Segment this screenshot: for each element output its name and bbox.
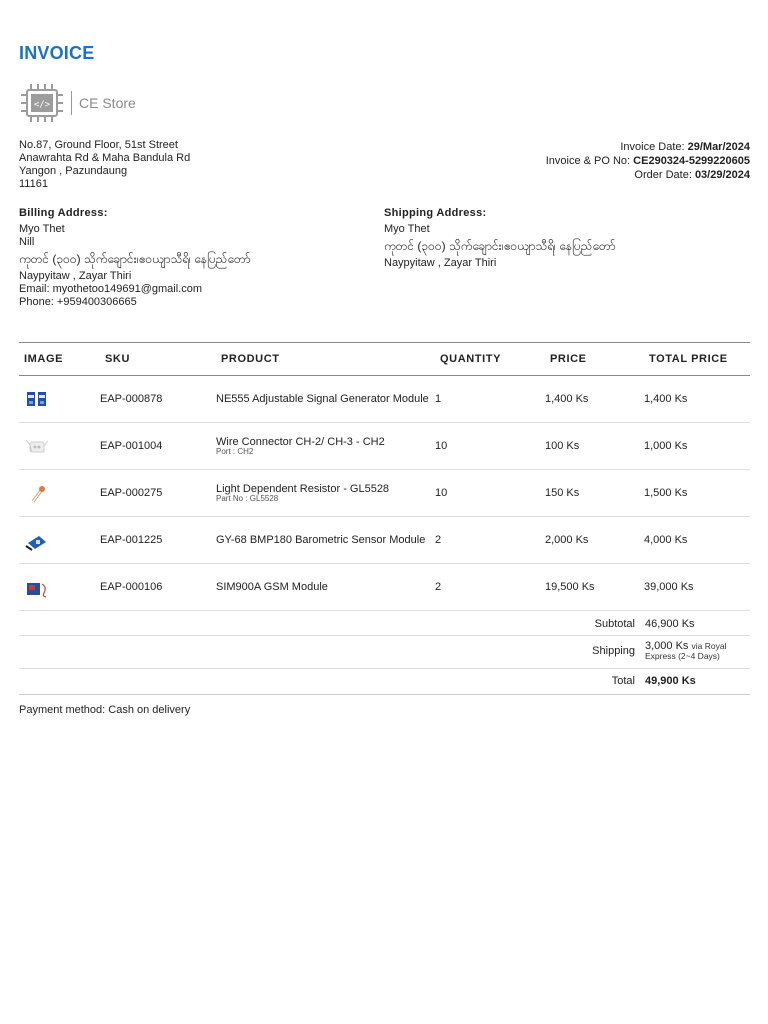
product-cell: [216, 376, 435, 423]
sku-cell: EAP-000275: [100, 470, 216, 517]
totals-section: [19, 612, 750, 695]
invoice-po-row: [546, 154, 750, 168]
product-cell: [216, 517, 435, 564]
billing-email: Email: myothetoo149691@gmail.com: [19, 283, 202, 295]
product-image: [19, 517, 100, 564]
ldr-resistor-thumb: [23, 481, 51, 505]
shipping-name: Myo Thet: [384, 223, 430, 235]
shipping-heading: Shipping Address:: [384, 207, 487, 219]
col-sku: SKU: [100, 343, 216, 376]
store-address: [19, 139, 190, 191]
sku-cell: EAP-001004: [100, 423, 216, 470]
product-name: Light Dependent Resistor - GL5528: [216, 482, 390, 495]
table-header-row: [19, 343, 750, 376]
price-cell: 150 Ks: [545, 470, 644, 517]
logo-divider: [71, 91, 72, 115]
total-cell: 1,400 Ks: [644, 376, 750, 423]
total-cell: 4,000 Ks: [644, 517, 750, 564]
invoice-title: INVOICE: [19, 43, 95, 63]
price-cell: 2,000 Ks: [545, 517, 644, 564]
store-address-line: Yangon , Pazundaung: [19, 165, 128, 177]
billing-address: [19, 207, 359, 309]
total-cell: 1,500 Ks: [644, 470, 750, 517]
table-row: [19, 517, 750, 564]
store-logo: [19, 82, 136, 124]
blue-modules-thumb: [23, 387, 51, 411]
col-total: TOTAL PRICE: [644, 343, 750, 376]
quantity-cell: 10: [435, 470, 545, 517]
billing-company: Nill: [19, 236, 35, 248]
quantity-cell: 1: [435, 376, 545, 423]
quantity-cell: 2: [435, 564, 545, 611]
invoice-date-row: [546, 140, 750, 154]
shipping-city: Naypyitaw , Zayar Thiri: [384, 257, 497, 269]
col-image: IMAGE: [19, 343, 100, 376]
product-cell: [216, 564, 435, 611]
shipping-address: [384, 207, 750, 270]
total-cell: 39,000 Ks: [644, 564, 750, 611]
sensor-board-thumb: [23, 528, 51, 552]
wire-connector-thumb: [23, 434, 51, 458]
table-row: [19, 423, 750, 470]
product-image: [19, 564, 100, 611]
invoice-po-label: Invoice & PO No:: [545, 155, 631, 167]
store-name: CE Store: [79, 95, 136, 111]
product-part-number: Part No : GL5528: [216, 493, 279, 503]
product-name: NE555 Adjustable Signal Generator Module: [216, 393, 429, 405]
table-row: [19, 376, 750, 423]
sku-cell: EAP-000106: [100, 564, 216, 611]
billing-heading: Billing Address:: [19, 207, 108, 219]
subtotal-value: 46,900 Ks: [645, 618, 695, 630]
product-image: [19, 376, 100, 423]
shipping-street: ကုတင် (၃၀၀) သိုက်ချောင်း၊ဧဝယျာသီရိ၊ နေပြည်တော်: [384, 239, 616, 253]
shipping-label: Shipping: [592, 645, 635, 657]
table-row: [19, 470, 750, 517]
product-variant: Port : CH2: [216, 446, 254, 456]
subtotal-row: [19, 612, 750, 636]
price-cell: 19,500 Ks: [545, 564, 644, 611]
product-name: SIM900A GSM Module: [216, 581, 328, 593]
chip-code-icon: [19, 82, 65, 124]
payment-method: Payment method: Cash on delivery: [19, 704, 191, 716]
invoice-date: 29/Mar/2024: [687, 141, 750, 153]
price-cell: 100 Ks: [545, 423, 644, 470]
total-label: Total: [611, 675, 635, 687]
store-postal-code: 11161: [19, 178, 48, 190]
product-image: [19, 470, 100, 517]
order-date-label: Order Date:: [634, 169, 692, 181]
product-cell: [216, 470, 435, 517]
invoice-po-number: CE290324-5299220605: [633, 155, 750, 167]
price-cell: 1,400 Ks: [545, 376, 644, 423]
table-row: [19, 564, 750, 611]
order-date: 03/29/2024: [694, 169, 750, 181]
shipping-value-block: [645, 641, 750, 661]
invoice-meta: [546, 140, 750, 182]
billing-city: Naypyitaw , Zayar Thiri: [19, 270, 132, 282]
billing-phone: Phone: +959400306665: [19, 296, 137, 308]
billing-street: ကုတင် (၃၀၀) သိုက်ချောင်း၊ဧဝယျာသီရိ၊ နေပြည်တော်: [19, 252, 251, 266]
col-product: PRODUCT: [216, 343, 435, 376]
product-cell: [216, 423, 435, 470]
total-cell: 1,000 Ks: [644, 423, 750, 470]
product-image: [19, 423, 100, 470]
col-price: PRICE: [545, 343, 644, 376]
items-table: [19, 342, 750, 611]
svg-text:</>: </>: [33, 100, 51, 110]
invoice-date-label: Invoice Date:: [620, 141, 685, 153]
shipping-value: 3,000 Ks: [645, 640, 689, 652]
product-name: Wire Connector CH-2/ CH-3 - CH2: [216, 435, 385, 448]
gsm-module-thumb: [23, 575, 51, 599]
sku-cell: EAP-001225: [100, 517, 216, 564]
subtotal-label: Subtotal: [594, 618, 635, 630]
quantity-cell: 2: [435, 517, 545, 564]
product-name: GY-68 BMP180 Barometric Sensor Module: [216, 534, 426, 546]
quantity-cell: 10: [435, 423, 545, 470]
total-row: [19, 669, 750, 695]
store-address-line: No.87, Ground Floor, 51st Street: [19, 139, 178, 151]
store-address-line: Anawrahta Rd & Maha Bandula Rd: [19, 152, 191, 164]
billing-name: Myo Thet: [19, 223, 65, 235]
col-quantity: QUANTITY: [435, 343, 545, 376]
total-value: 49,900 Ks: [645, 675, 696, 687]
order-date-row: [546, 168, 750, 182]
sku-cell: EAP-000878: [100, 376, 216, 423]
shipping-method: via Royal Express (2~4 Days): [645, 641, 727, 661]
shipping-row: [19, 636, 750, 669]
